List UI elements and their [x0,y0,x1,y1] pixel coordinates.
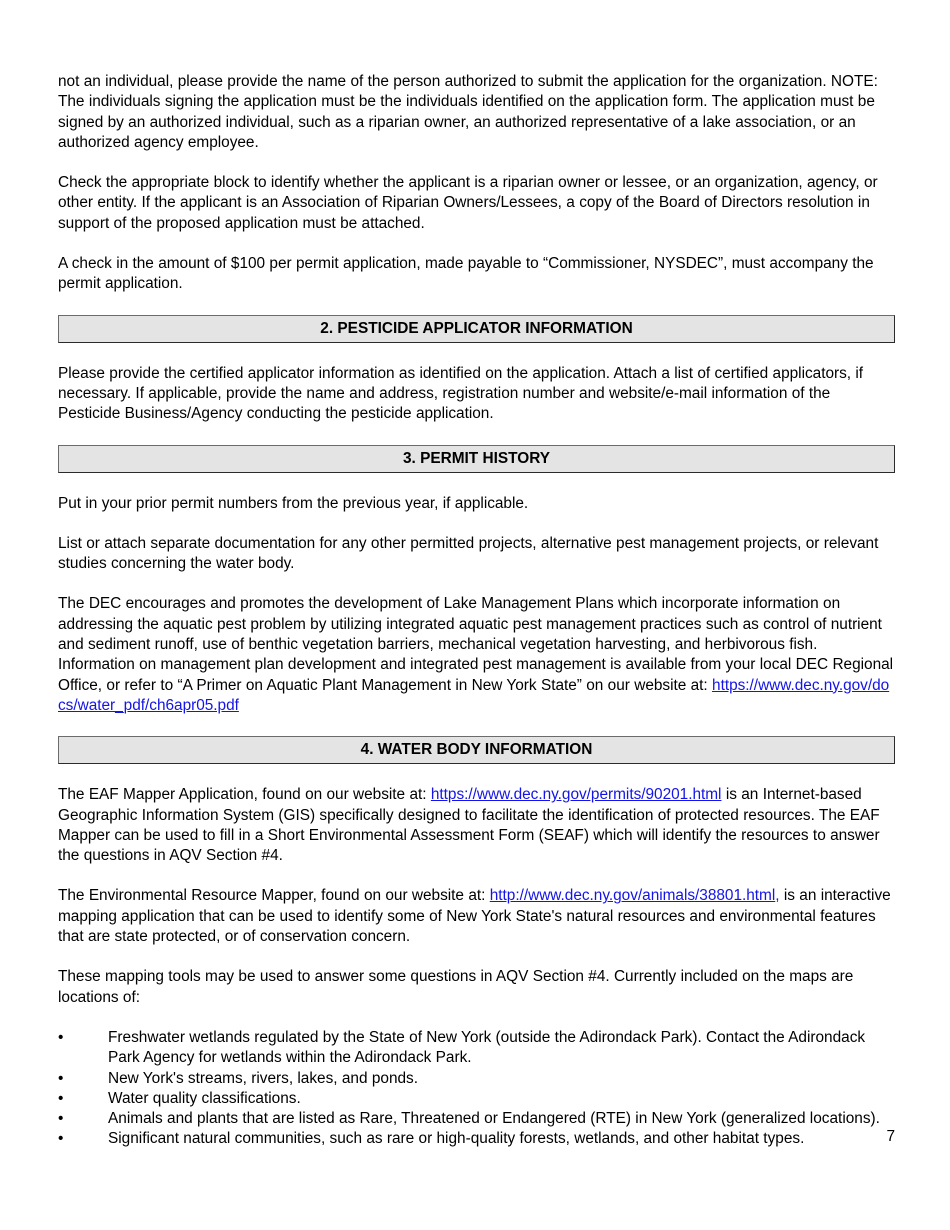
bullet-icon: • [58,1110,64,1128]
section-heading-permit-history: 3. PERMIT HISTORY [58,445,895,473]
bullet-icon: • [58,1089,64,1107]
list-item [58,1129,895,1149]
list-item [58,1109,895,1129]
list-item [58,1028,895,1069]
bullet-icon: • [58,1028,64,1046]
bullet-icon: • [58,1130,64,1148]
link-eaf-mapper[interactable]: https://www.dec.ny.gov/permits/90201.html [430,786,722,804]
section4-paragraph-2-lead: The Environmental Resource Mapper, found on our website at: [58,887,490,905]
list-item-label: Animals and plants that are listed as Rare, Threatened or Endangered (RTE) in New York (generalized locations). [108,1110,880,1128]
list-item-label: Water quality classifications. [108,1089,301,1107]
list-item [58,1069,895,1089]
section4-paragraph-2-comma: , [775,887,780,905]
link-environmental-resource-mapper[interactable]: http://www.dec.ny.gov/animals/38801.html [489,887,776,905]
list-item [58,1089,895,1109]
section3-paragraph-3 [58,594,895,716]
section3-paragraph-2: List or attach separate documentation for any other permitted projects, alternative pest management projects, or relevant studies concerning the water body. [58,534,879,573]
intro-paragraph-1: not an individual, please provide the name of the person authorized to submit the application for the organization. NOTE: The individuals signing the application must be the individuals identified on the application form. The application must be signed by an authorized individual, such as a riparian owner, an authorized representative of a lake association, or an authorized agency employee. [58,73,878,151]
section4-paragraph-3: These mapping tools may be used to answer some questions in AQV Section #4. Currently included on the maps are locations of: [58,968,854,1006]
link-aquatic-plant-primer[interactable]: https://www.dec.ny.gov/docs/water_pdf/ch6apr05.pdf [58,676,890,714]
page-number: 7 [886,1128,895,1145]
section4-paragraph-2-tail: is an interactive mapping application that can be used to identify some of New York State's natural resources and environmental features that are state protected, or of conservation concern. [58,887,891,946]
section4-paragraph-1-lead: The EAF Mapper Application, found on our website at: [58,786,431,804]
section-heading-water-body-information: 4. WATER BODY INFORMATION [58,736,895,764]
water-body-mapped-features-list [58,1028,895,1150]
section3-paragraph-3-text: The DEC encourages and promotes the development of Lake Management Plans which incorporate information on addressing the aquatic pest problem by utilizing integrated aquatic pest management practices such as control of nutrient and sediment runoff, use of benthic vegetation barriers, mechanical vegetation harvesting, and herbivorous fish. Information on management plan development and integrated pest management is available from your local DEC Regional Office, or refer to “A Primer on Aquatic Plant Management in New York State” on our website at: [58,595,894,694]
list-item-label: Freshwater wetlands regulated by the State of New York (outside the Adirondack Park). Contact the Adirondack Park Agency for wetlands within the Adirondack Park. [108,1028,866,1067]
bullet-icon: • [58,1069,64,1087]
section2-paragraph-1: Please provide the certified applicator information as identified on the application. Attach a list of certified applicators, if necessary. If applicable, provide the name and address, registration number and website/e-mail information of the Pesticide Business/Agency conducting the pesticide application. [58,364,864,423]
list-item-label: New York's streams, rivers, lakes, and ponds. [108,1069,419,1087]
section-heading-pesticide-applicator-information: 2. PESTICIDE APPLICATOR INFORMATION [58,315,895,343]
section4-paragraph-1 [58,785,895,866]
intro-paragraph-2: Check the appropriate block to identify whether the applicant is a riparian owner or lessee, or an organization, agency, or other entity. If the applicant is an Association of Riparian Owners/Lessees, a copy of the Board of Directors resolution in support of the proposed application must be attached. [58,174,878,232]
section3-paragraph-1: Put in your prior permit numbers from the previous year, if applicable. [58,494,529,512]
intro-paragraph-3: A check in the amount of $100 per permit application, made payable to “Commissioner, NYSDEC”, must accompany the permit application. [58,255,874,293]
section4-paragraph-1-tail: is an Internet-based Geographic Information System (GIS) specifically designed to facilitate the identification of protected resources. The EAF Mapper can be used to fill in a Short Environmental Assessment Form (SEAF) which will identify the resources to answer the questions in AQV Section #4. [58,786,880,865]
list-item-label: Significant natural communities, such as rare or high-quality forests, wetlands, and other habitat types. [108,1130,805,1148]
section4-paragraph-2 [58,886,895,947]
